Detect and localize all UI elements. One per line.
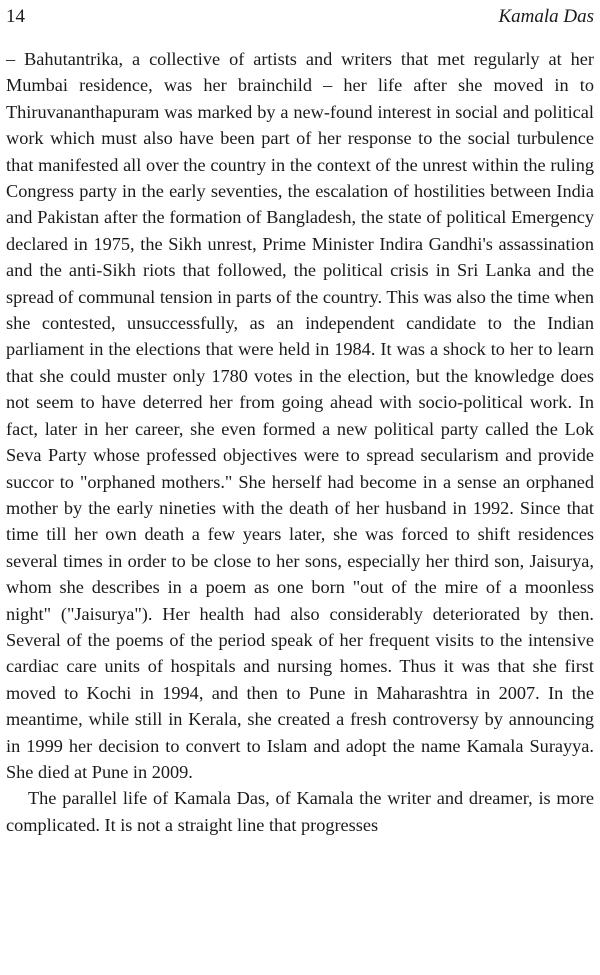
running-head	[6, 6, 594, 32]
paragraph-parallel-life: The parallel life of Kamala Das, of Kamala the writer and dreamer, is more complicated. It is not a straight line that progresses	[6, 788, 594, 835]
running-title: Kamala Das	[498, 6, 594, 27]
page-number: 14	[6, 6, 25, 27]
paragraph-continued: – Bahutantrika, a collective of artists and writers that met regularly at her Mumbai residence, was her brainchild – her life after she moved in to Thiruvananthapuram was marked by a new-found interest in social and political work which must also have been part of her response to the social turbulence that manifested all over the country in the context of the unrest within the ruling Congress party in the early seventies, the escalation of hostilities between India and Pakistan after the formation of Bangladesh, the state of political Emergency declared in 1975, the Sikh unrest, Prime Minister Indira Gandhi's assassination and the anti-Sikh riots that followed, the political crisis in Sri Lanka and the spread of communal tension in parts of the country. This was also the time when she contested, unsuccessfully, as an independent candidate to the Indian parliament in the elections that were held in 1984. It was a shock to her to learn that she could muster only 1780 votes in the election, but the knowledge does not seem to have deterred her from going ahead with socio-political work. In fact, later in her career, she even formed a new political party called the Lok Seva Party whose professed objectives were to spread secularism and provide succor to "orphaned mothers." She herself had become in a sense an orphaned mother by the early nineties with the death of her husband in 1992. Since that time till her own death a few years later, she was forced to shift residences several times in order to be close to her sons, especially her third son, Jaisurya, whom she describes in a poem as one born "out of the mire of a moonless night" ("Jaisurya"). Her health had also considerably deteriorated by then. Several of the poems of the period speak of her frequent visits to the intensive cardiac care units of hospitals and nursing homes. Thus it was that she first moved to Kochi in 1994, and then to Pune in Maharashtra in 2007. In the meantime, while still in Kerala, she created a fresh controversy by announcing in 1999 her decision to convert to Islam and adopt the name Kamala Surayya. She died at Pune in 2009.	[6, 49, 594, 782]
body-text	[6, 46, 594, 838]
